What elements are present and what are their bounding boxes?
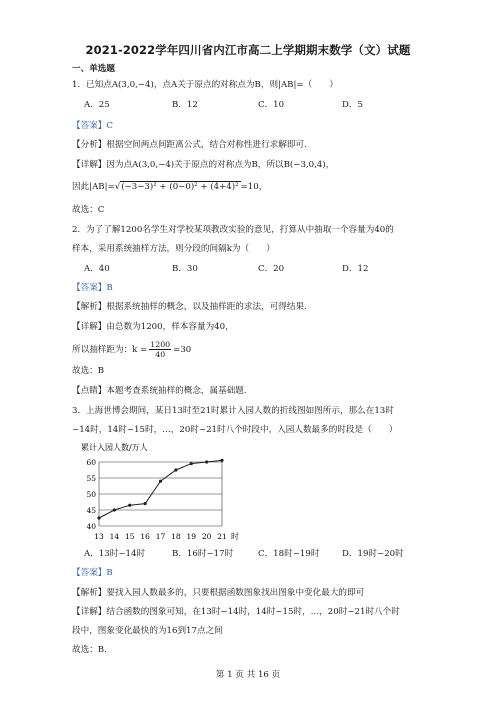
chart-x-axis-unit: 时 [231,532,239,541]
q1-stem: 1．已知点A(3,0,−4)，点A关于原点的对称点为B，则|AB|=（ ） [72,80,338,90]
chart-data-point [128,504,131,507]
chart-x-tick-label: 21 [217,532,227,541]
q3-choice-c: C．18时~19时 [258,549,320,559]
chart-data-point [113,508,116,511]
line-chart [80,438,256,548]
q3-choice-d: D．19时~20时 [342,549,404,559]
q1-detail: 【详解】因为点A(3,0,−4)关于原点的对称点为B，所以B(−3,0,4)， [72,160,335,170]
q3-answer: 【答案】B [72,568,113,578]
q2-calc-prefix: 所以抽样距为：k = [72,345,148,355]
q3-stem-line1: 3．上海世博会期间，某日13时至21时累计入园人数的折线图如图所示，那么在13时 [72,406,394,416]
chart-y-tick-label: 60 [86,457,96,467]
chart-y-axis-label: 累计入园人数/万人 [81,443,148,452]
chart-x-tick-label: 15 [124,532,135,541]
q2-comment: 【点睛】本题考查系统抽样的概念，属基础题. [72,386,247,396]
chart-x-tick-label: 18 [171,532,181,541]
chart-data-point [220,459,223,462]
chart-points [97,459,223,520]
q2-detail: 【详解】由总数为1200，样本容量为40， [72,322,234,332]
q3-detail-line2: 段中，图象变化最快的为16到17点之间 [72,626,223,636]
q2-answer: 【答案】B [72,283,113,293]
q3-analysis: 【解析】要找入园人数最多的，只要根据函数图象找出图象中变化最大的即可 [72,588,365,598]
chart-x-tick-label: 20 [201,532,212,541]
page-footer: 第 1 页 共 16 页 [215,670,281,680]
q1-calculation [72,182,267,193]
q2-choice-c: C．20 [258,264,285,274]
chart-data-point [159,480,162,483]
chart-x-tick-label: 17 [155,532,166,541]
chart-x-tick-label: 19 [186,532,197,541]
q3-choice-b: B．16时~17时 [172,549,234,559]
q1-calc-suffix: =10， [240,182,268,192]
chart-data-point [205,460,208,463]
q2-choice-d: D．12 [342,264,369,274]
q2-calc-suffix: =30 [173,345,192,355]
q2-stem-line2: 样本，采用系统抽样方法，则分段的间隔k为（ ） [72,244,275,254]
chart-x-tick-label: 14 [109,532,120,541]
q1-choice-a: A．25 [84,100,110,110]
chart-y-tick-label: 40 [86,521,96,531]
chart-y-tick-labels [86,458,96,531]
chart-x-tick-label: 16 [140,532,150,541]
chart-data-point [190,462,193,465]
chart-x-tick-label: 13 [94,532,104,541]
q3-result: 故选：B. [72,645,107,655]
q3-stem-line2: ~14时，14时~15时，…，20时~21时八个时段中，入园人数最多的时段是（ ） [72,425,398,435]
q1-answer: 【答案】C [72,121,113,131]
q2-fraction-denominator: 40 [155,350,166,359]
q1-choice-b: B．12 [172,100,198,110]
q3-detail-line1: 【详解】结合函数的图象可知，在13时~14时，14时~15时，…，20时~21时八个时 [72,607,400,617]
q2-fraction-numerator: 1200 [150,340,171,349]
q2-calculation [72,340,191,360]
page-title: 2021-2022学年四川省内江市高二上学期期末数学（文）试题 [85,43,411,57]
q1-analysis: 【分析】根据空间两点间距离公式，结合对称性进行求解即可. [72,140,307,150]
q1-calc-prefix: 因此|AB|= [72,182,115,192]
q1-choice-d: D．5 [342,100,363,110]
chart-x-tick-labels [94,532,227,541]
chart-data-point [174,468,177,471]
chart-series-line [99,460,222,518]
q2-fraction [149,340,171,359]
chart-data-point [144,502,147,505]
q1-calc-radicand: (−3−3)² + (0−0)² + (4+4)² [121,182,239,192]
q1-result: 故选：C [72,205,105,215]
q1-choice-c: C．10 [258,100,285,110]
q3-choice-a: A．13时~14时 [84,549,146,559]
chart-y-tick-label: 55 [86,473,96,483]
q2-result: 故选：B [72,366,105,376]
q2-analysis: 【解析】根据系统抽样的概念，以及抽样距的求法，可得结果. [72,302,307,312]
section-heading: 一、单选题 [72,64,115,74]
q2-stem-line1: 2．为了了解1200名学生对学校某项教改实验的意见，打算从中抽取一个容量为40的 [72,225,394,235]
q2-choice-b: B．30 [172,264,198,274]
chart-y-tick-label: 50 [86,489,96,499]
chart-data-point [97,516,100,519]
sqrt-symbol: √ [114,182,121,192]
chart-grid [99,462,222,526]
q2-choice-a: A．40 [84,264,110,274]
chart-y-tick-label: 45 [86,505,96,515]
